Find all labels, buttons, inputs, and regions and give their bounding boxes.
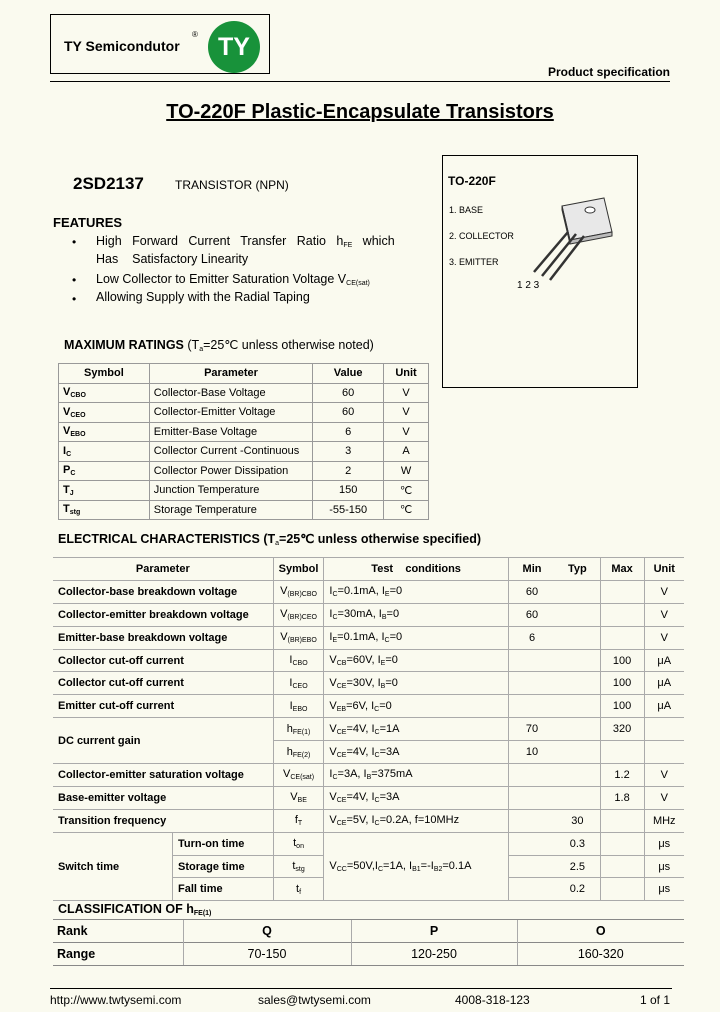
symbol-cell: $P_C$ xyxy=(59,461,150,481)
max-cell xyxy=(600,809,644,832)
max-cell: 1.8 xyxy=(600,786,644,809)
symbol-cell: $V_{(BR)CEO}$ xyxy=(273,603,324,626)
column-header: Parameter xyxy=(149,364,312,384)
parameter-cell: Storage Temperature xyxy=(149,500,312,520)
max-cell: 320 xyxy=(600,718,644,741)
symbol-cell: $t_f$ xyxy=(273,878,324,901)
table-row xyxy=(53,786,684,809)
range-cell: 120-250 xyxy=(351,943,517,966)
table-row xyxy=(53,672,684,695)
parameter-cell: Collector Power Dissipation xyxy=(149,461,312,481)
classification-title: CLASSIFICATION OF $h_{FE(1)}$ xyxy=(58,902,212,917)
condition-cell: $V_{CE}=5V$, $I_C=0.2A$, f=10MHz xyxy=(324,809,508,832)
range-label: Range xyxy=(53,943,183,966)
table-row xyxy=(53,626,684,649)
parameter-cell: Emitter-Base Voltage xyxy=(149,422,312,442)
table-header-row xyxy=(59,364,429,384)
transistor-package-drawing xyxy=(508,196,618,288)
condition-cell: $V_{CE}=4V$, $I_C=1A$ xyxy=(324,718,508,741)
typ-cell xyxy=(555,695,600,718)
max-cell xyxy=(600,832,644,855)
min-cell xyxy=(508,695,555,718)
part-number: 2SD2137 xyxy=(73,174,144,193)
parameter-cell: Collector-Emitter Voltage xyxy=(149,403,312,423)
condition-cell: $I_C=3A$, $I_B=375mA$ xyxy=(324,764,508,787)
condition-cell: $I_C=0.1mA$, $I_E=0$ xyxy=(324,580,508,603)
unit-cell: V xyxy=(384,403,429,423)
registered-mark: ® xyxy=(192,30,198,39)
table-row xyxy=(53,809,684,832)
table-row xyxy=(59,500,429,520)
unit-cell xyxy=(644,718,684,741)
column-header: Unit xyxy=(384,364,429,384)
symbol-cell: $t_{stg}$ xyxy=(273,855,324,878)
company-name: TY Semicondutor xyxy=(64,38,180,54)
unit-cell: μA xyxy=(644,695,684,718)
classification-table xyxy=(53,919,684,966)
table-header-row xyxy=(53,558,684,581)
pin-label-emitter: 3. EMITTER xyxy=(449,257,499,267)
condition-cell: $V_{CE}=4V$, $I_C=3A$ xyxy=(324,741,508,764)
parameter-cell: Collector Current -Continuous xyxy=(149,442,312,462)
page-number: 1 of 1 xyxy=(639,993,670,1007)
pin-numbers: 1 2 3 xyxy=(517,280,540,291)
bullet: • xyxy=(72,292,77,306)
symbol-cell: $V_{(BR)CBO}$ xyxy=(273,580,324,603)
unit-cell: V xyxy=(644,764,684,787)
document-title: TO-220F Plastic-Encapsulate Transistors xyxy=(166,101,554,123)
max-cell xyxy=(600,878,644,901)
parameter-cell: Emitter cut-off current xyxy=(53,695,273,718)
footer-divider xyxy=(50,988,672,989)
parameter-cell: Collector-Base Voltage xyxy=(149,383,312,403)
symbol-cell: $I_C$ xyxy=(59,442,150,462)
bullet: • xyxy=(72,273,77,287)
table-row xyxy=(53,603,684,626)
typ-cell xyxy=(555,649,600,672)
unit-cell: μs xyxy=(644,832,684,855)
column-header: Symbol xyxy=(59,364,150,384)
min-cell xyxy=(508,672,555,695)
switch-label: Turn-on time xyxy=(173,832,274,855)
parameter-cell: Collector cut-off current xyxy=(53,649,273,672)
typ-cell xyxy=(555,580,600,603)
symbol-cell: $V_{CE(sat)}$ xyxy=(273,764,324,787)
value-cell: 150 xyxy=(313,481,384,501)
table-row xyxy=(53,718,684,741)
max-cell: 100 xyxy=(600,649,644,672)
symbol-cell: $V_{(BR)EBO}$ xyxy=(273,626,324,649)
symbol-cell: $f_T$ xyxy=(273,809,324,832)
parameter-cell: Collector cut-off current xyxy=(53,672,273,695)
symbol-cell: $I_{EBO}$ xyxy=(273,695,324,718)
table-row xyxy=(59,481,429,501)
unit-cell: W xyxy=(384,461,429,481)
value-cell: 3 xyxy=(313,442,384,462)
typ-cell xyxy=(555,786,600,809)
table-row xyxy=(59,442,429,462)
unit-cell: A xyxy=(384,442,429,462)
table-row xyxy=(59,383,429,403)
min-cell: 70 xyxy=(508,718,555,741)
pin-label-collector: 2. COLLECTOR xyxy=(449,231,514,241)
part-type: TRANSISTOR (NPN) xyxy=(175,178,289,192)
min-cell: 6 xyxy=(508,626,555,649)
max-cell: 100 xyxy=(600,695,644,718)
symbol-cell: $h_{FE(1)}$ xyxy=(273,718,324,741)
feature-1: High Forward Current Transfer Ratio $h_{FE}$ which xyxy=(96,234,395,249)
phone-number: 4008-318-123 xyxy=(455,993,530,1007)
max-cell: 1.2 xyxy=(600,764,644,787)
min-cell xyxy=(508,832,555,855)
rank-cell: Q xyxy=(183,920,351,943)
symbol-cell: $V_{CEO}$ xyxy=(59,403,150,423)
max-ratings-title: MAXIMUM RATINGS ($T_a=25℃$ unless otherwise noted) xyxy=(64,338,374,353)
column-header: Max xyxy=(600,558,644,581)
symbol-cell: $T_{stg}$ xyxy=(59,500,150,520)
rank-label: Rank xyxy=(53,920,183,943)
parameter-cell: Collector-base breakdown voltage xyxy=(53,580,273,603)
email-link[interactable]: sales@twtysemi.com xyxy=(258,993,371,1007)
column-header: Symbol xyxy=(273,558,324,581)
table-row xyxy=(53,764,684,787)
unit-cell: μs xyxy=(644,855,684,878)
pin-label-base: 1. BASE xyxy=(449,205,484,215)
unit-cell: μs xyxy=(644,878,684,901)
unit-cell: V xyxy=(644,580,684,603)
value-cell: 60 xyxy=(313,403,384,423)
range-cell: 160-320 xyxy=(517,943,684,966)
typ-cell xyxy=(555,764,600,787)
unit-cell: V xyxy=(644,786,684,809)
condition-cell: $V_{CE}=4V$, $I_C=3A$ xyxy=(324,786,508,809)
parameter-cell: Transition frequency xyxy=(53,809,273,832)
max-ratings-table xyxy=(58,363,429,520)
company-logo: TY xyxy=(208,21,260,73)
min-cell xyxy=(508,809,555,832)
feature-1-cont: Has Satisfactory Linearity xyxy=(96,252,249,266)
table-row xyxy=(59,403,429,423)
parameter-cell: Collector-emitter breakdown voltage xyxy=(53,603,273,626)
column-header: Parameter xyxy=(53,558,273,581)
rank-cell: O xyxy=(517,920,684,943)
spec-label: Product specification xyxy=(547,65,670,79)
typ-cell xyxy=(555,741,600,764)
symbol-cell: $h_{FE(2)}$ xyxy=(273,741,324,764)
condition-cell: $V_{CB}=60V$, $I_E=0$ xyxy=(324,649,508,672)
header-divider xyxy=(50,81,670,82)
unit-cell: V xyxy=(384,383,429,403)
condition-cell: $V_{EB}=6V$, $I_C=0$ xyxy=(324,695,508,718)
max-cell xyxy=(600,603,644,626)
feature-2: Low Collector to Emitter Saturation Voltage $V_{CE(sat)}$ xyxy=(96,272,370,287)
min-cell xyxy=(508,786,555,809)
max-cell xyxy=(600,855,644,878)
parameter-cell: Collector-emitter saturation voltage xyxy=(53,764,273,787)
symbol-cell: $V_{CBO}$ xyxy=(59,383,150,403)
column-header: Test conditions xyxy=(324,558,508,581)
min-cell: 60 xyxy=(508,603,555,626)
condition-cell: $I_E=0.1mA$, $I_C=0$ xyxy=(324,626,508,649)
unit-cell: MHz xyxy=(644,809,684,832)
table-row xyxy=(59,461,429,481)
min-cell xyxy=(508,878,555,901)
parameter-cell: Base-emitter voltage xyxy=(53,786,273,809)
condition-cell: $I_C=30mA$, $I_B=0$ xyxy=(324,603,508,626)
typ-cell xyxy=(555,718,600,741)
typ-cell: 0.2 xyxy=(555,878,600,901)
value-cell: 6 xyxy=(313,422,384,442)
symbol-cell: $t_{on}$ xyxy=(273,832,324,855)
unit-cell: V xyxy=(384,422,429,442)
table-row xyxy=(53,920,684,943)
unit-cell: V xyxy=(644,603,684,626)
max-cell: 100 xyxy=(600,672,644,695)
features-title: FEATURES xyxy=(53,215,123,230)
min-cell: 10 xyxy=(508,741,555,764)
symbol-cell: $I_{CEO}$ xyxy=(273,672,324,695)
min-cell xyxy=(508,649,555,672)
value-cell: 2 xyxy=(313,461,384,481)
switch-label: Fall time xyxy=(173,878,274,901)
rank-cell: P xyxy=(351,920,517,943)
column-header: Typ xyxy=(555,558,600,581)
range-cell: 70-150 xyxy=(183,943,351,966)
symbol-cell: $V_{BE}$ xyxy=(273,786,324,809)
unit-cell: ℃ xyxy=(384,500,429,520)
unit-cell: μA xyxy=(644,649,684,672)
typ-cell: 2.5 xyxy=(555,855,600,878)
unit-cell xyxy=(644,741,684,764)
feature-3: Allowing Supply with the Radial Taping xyxy=(96,290,310,304)
website-link[interactable]: http://www.twtysemi.com xyxy=(50,993,182,1007)
parameter-cell: Junction Temperature xyxy=(149,481,312,501)
column-header: Unit xyxy=(644,558,684,581)
max-cell xyxy=(600,580,644,603)
table-row xyxy=(53,649,684,672)
min-cell xyxy=(508,764,555,787)
table-row xyxy=(53,695,684,718)
parameter-cell: DC current gain xyxy=(53,718,273,764)
condition-cell: $V_{CC}=50V,I_C=1A$, $I_{B1}=-I_{B2}=0.1A$ xyxy=(324,832,508,901)
package-title: TO-220F xyxy=(448,174,496,188)
symbol-cell: $T_J$ xyxy=(59,481,150,501)
value-cell: 60 xyxy=(313,383,384,403)
electrical-title: ELECTRICAL CHARACTERISTICS ($T_a=25℃$ unless otherwise specified) xyxy=(58,532,482,547)
parameter-cell: Switch time xyxy=(53,832,173,901)
max-cell xyxy=(600,626,644,649)
unit-cell: ℃ xyxy=(384,481,429,501)
typ-cell: 0.3 xyxy=(555,832,600,855)
table-row xyxy=(53,580,684,603)
typ-cell xyxy=(555,603,600,626)
switch-label: Storage time xyxy=(173,855,274,878)
unit-cell: μA xyxy=(644,672,684,695)
typ-cell xyxy=(555,672,600,695)
column-header: Value xyxy=(313,364,384,384)
value-cell: -55-150 xyxy=(313,500,384,520)
min-cell xyxy=(508,855,555,878)
condition-cell: $V_{CE}=30V$, $I_B=0$ xyxy=(324,672,508,695)
typ-cell: 30 xyxy=(555,809,600,832)
bullet: • xyxy=(72,235,77,249)
table-row xyxy=(53,832,684,855)
symbol-cell: $I_{CBO}$ xyxy=(273,649,324,672)
max-cell xyxy=(600,741,644,764)
unit-cell: V xyxy=(644,626,684,649)
table-row xyxy=(59,422,429,442)
column-header: Min xyxy=(508,558,555,581)
min-cell: 60 xyxy=(508,580,555,603)
electrical-table xyxy=(53,557,684,901)
symbol-cell: $V_{EBO}$ xyxy=(59,422,150,442)
typ-cell xyxy=(555,626,600,649)
table-row xyxy=(53,943,684,966)
parameter-cell: Emitter-base breakdown voltage xyxy=(53,626,273,649)
